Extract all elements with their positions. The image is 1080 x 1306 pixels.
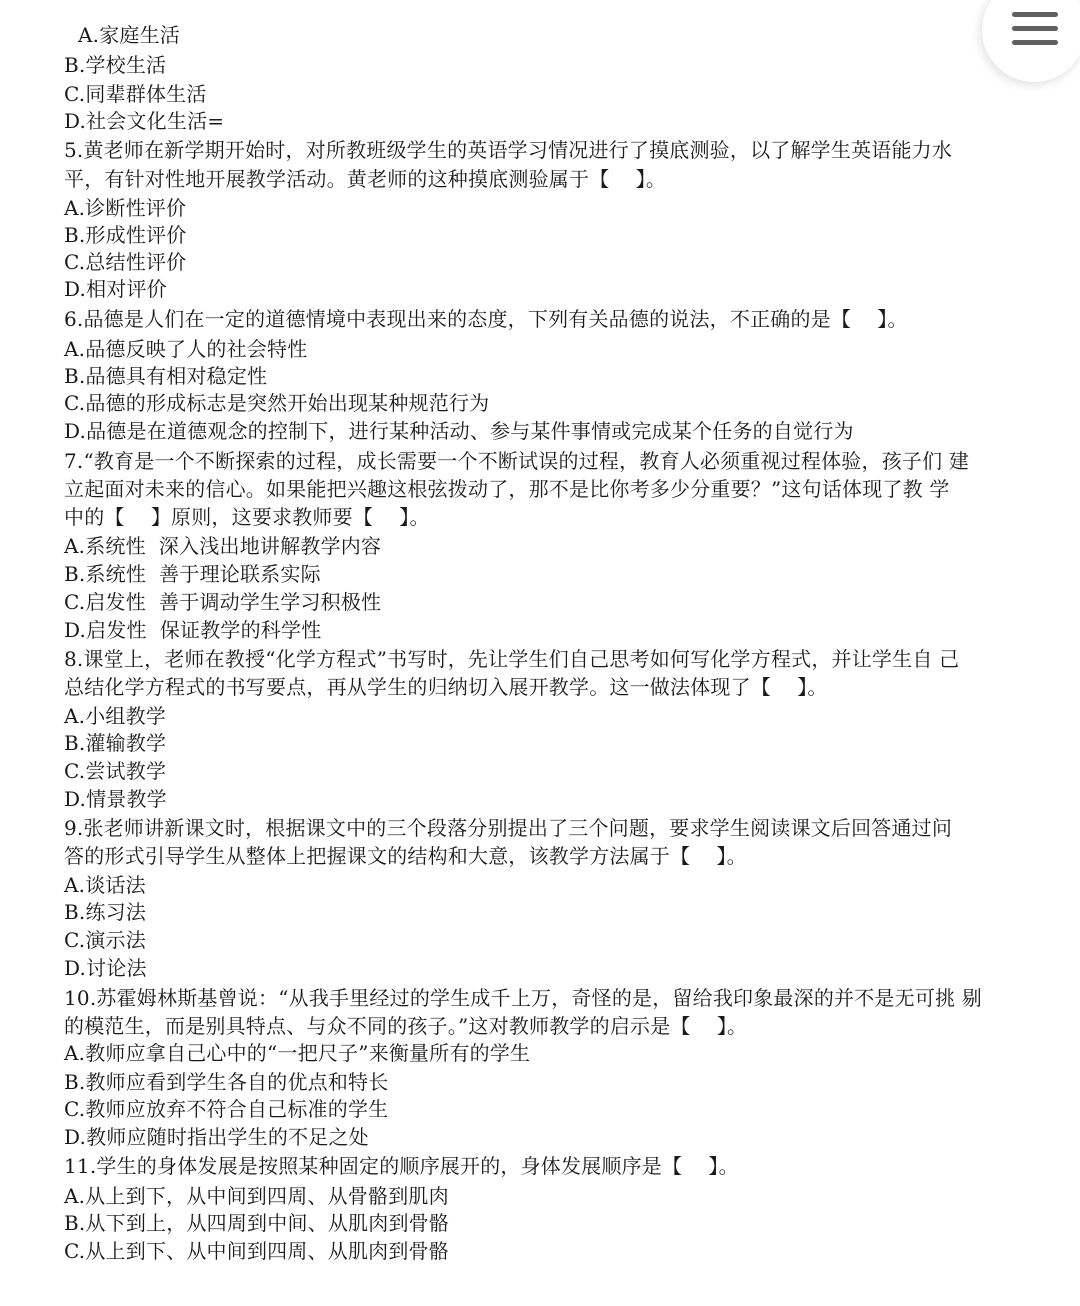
document-line: A.谈话法 (64, 873, 146, 897)
document-line: 立起面对未来的信心。如果能把兴趣这根弦拨动了，那不是比你考多少分重要？”这句话体现了教 学 (64, 477, 950, 501)
document-line: 8.课堂上，老师在教授“化学方程式”书写时，先让学生们自己思考如何写化学方程式，并让学生自 己 (64, 647, 960, 671)
document-line: B.灌输教学 (64, 731, 167, 755)
document-line: B.学校生活 (64, 53, 167, 77)
document-line: C.教师应放弃不符合自己标准的学生 (64, 1097, 389, 1121)
menu-button[interactable] (982, 0, 1080, 82)
document-line: C.尝试教学 (64, 759, 167, 783)
document-line: B.教师应看到学生各自的优点和特长 (64, 1070, 389, 1094)
document-line: 7.“教育是一个不断探索的过程，成长需要一个不断试误的过程，教育人必须重视过程体验，孩子们 建 (64, 449, 970, 473)
document-line: D.相对评价 (64, 277, 167, 301)
document-line: B.练习法 (64, 900, 147, 924)
document-line: C.总结性评价 (64, 250, 187, 274)
document-line: 9.张老师讲新课文时，根据课文中的三个段落分别提出了三个问题，要求学生阅读课文后回答通过问 (64, 816, 953, 840)
document-line: B.从下到上，从四周到中间、从肌肉到骨骼 (64, 1211, 450, 1235)
document-line: 5.黄老师在新学期开始时，对所教班级学生的英语学习情况进行了摸底测验，以了解学生英语能力水 (64, 138, 953, 162)
document-line: A.从上到下，从中间到四周、从骨骼到肌肉 (64, 1184, 449, 1208)
document-line: C.演示法 (64, 928, 146, 952)
document-line: B.系统性 善于理论联系实际 (64, 562, 321, 586)
document-line: A.小组教学 (64, 704, 167, 728)
document-line: D.教师应随时指出学生的不足之处 (64, 1125, 369, 1149)
document-line: A.诊断性评价 (64, 196, 187, 220)
document-line: 答的形式引导学生从整体上把握课文的结构和大意，该教学方法属于【 】。 (64, 844, 747, 868)
document-line: 10.苏霍姆林斯基曾说：“从我手里经过的学生成千上万，奇怪的是，留给我印象最深的并不是无可挑 剔 (64, 986, 982, 1010)
document-line: A.教师应拿自己心中的“一把尺子”来衡量所有的学生 (64, 1041, 531, 1065)
document-line: C.从上到下、从中间到四周、从肌肉到骨骼 (64, 1239, 449, 1263)
document-line: C.启发性 善于调动学生学习积极性 (64, 590, 382, 614)
document-line: 平，有针对性地开展教学活动。黄老师的这种摸底测验属于【 】。 (64, 167, 667, 191)
document-line: D.品德是在道德观念的控制下，进行某种活动、参与某件事情或完成某个任务的自觉行为 (64, 419, 854, 443)
document-line: C.品德的形成标志是突然开始出现某种规范行为 (64, 391, 490, 415)
document-line: A.家庭生活 (78, 23, 181, 47)
document-line: 的模范生，而是别具特点、与众不同的孩子。”这对教师教学的启示是【 】。 (64, 1014, 748, 1038)
document-line: A.品德反映了人的社会特性 (64, 337, 308, 361)
document-line: 总结化学方程式的书写要点，再从学生的归纳切入展开教学。这一做法体现了【 】。 (64, 675, 828, 699)
document-line: B.品德具有相对稳定性 (64, 364, 268, 388)
document-line: B.形成性评价 (64, 223, 187, 247)
document-line: D.情景教学 (64, 787, 167, 811)
document-line: 6.品德是人们在一定的道德情境中表现出来的态度，下列有关品德的说法，不正确的是【 】。 (64, 307, 908, 331)
document-line: D.讨论法 (64, 956, 147, 980)
document-line: D.社会文化生活= (64, 109, 225, 133)
document-line: 11.学生的身体发展是按照某种固定的顺序展开的，身体发展顺序是【 】。 (64, 1154, 739, 1178)
document-line: 中的【 】原则，这要求教师要【 】。 (64, 505, 430, 529)
document-line: D.启发性 保证教学的科学性 (64, 618, 322, 642)
document-line: A.系统性 深入浅出地讲解教学内容 (64, 534, 382, 558)
document-line: C.同辈群体生活 (64, 82, 207, 106)
